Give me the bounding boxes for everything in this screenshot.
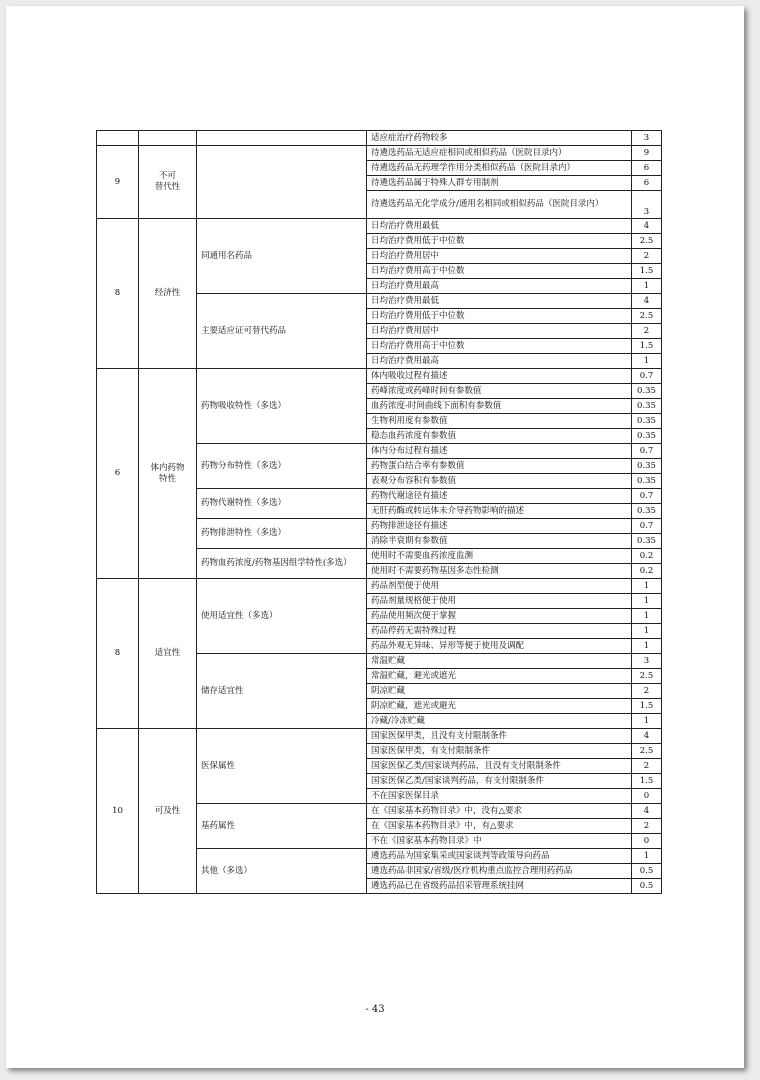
subcategory-cell: 基药属性 (197, 804, 367, 849)
criterion-cell: 无肝药酶或转运体未介导药物影响的描述 (367, 504, 632, 519)
subcategory-cell: 药物血药浓度/药物基因组学特性(多选） (197, 549, 367, 579)
criterion-cell: 日均治疗费用高于中位数 (367, 264, 632, 279)
score-cell: 4 (632, 729, 662, 744)
score-cell: 0.5 (632, 879, 662, 894)
score-cell: 2 (632, 684, 662, 699)
table-body (97, 131, 662, 894)
criterion-cell: 药品剂型便于使用 (367, 579, 632, 594)
score-cell: 2.5 (632, 669, 662, 684)
criterion-cell: 日均治疗费用最低 (367, 294, 632, 309)
criterion-cell: 适应症治疗药物较多 (367, 131, 632, 146)
score-cell: 0.7 (632, 369, 662, 384)
criterion-cell: 日均治疗费用低于中位数 (367, 309, 632, 324)
score-cell: 0.35 (632, 384, 662, 399)
score-weight-cell (97, 131, 139, 146)
criterion-cell: 在《国家基本药物目录》中，没有△要求 (367, 804, 632, 819)
subcategory-cell: 其他（多选） (197, 849, 367, 894)
score-weight-cell: 6 (97, 369, 139, 579)
subcategory-cell: 储存适宜性 (197, 654, 367, 729)
criterion-cell: 阴凉贮藏，遮光或避光 (367, 699, 632, 714)
score-cell: 0.2 (632, 549, 662, 564)
criterion-cell: 日均治疗费用居中 (367, 324, 632, 339)
subcategory-cell: 使用适宜性（多选） (197, 579, 367, 654)
score-cell: 2 (632, 819, 662, 834)
score-weight-cell: 10 (97, 729, 139, 894)
table-row (97, 369, 662, 384)
subcategory-cell: 药物排泄特性（多选） (197, 519, 367, 549)
score-cell: 0 (632, 789, 662, 804)
criterion-cell: 待遴选药品无药理学作用分类相似药品（医院目录内） (367, 161, 632, 176)
table-row (97, 729, 662, 744)
category-cell: 不可 替代性 (139, 146, 197, 219)
criterion-cell: 日均治疗费用低于中位数 (367, 234, 632, 249)
score-cell: 0.2 (632, 564, 662, 579)
score-cell: 2.5 (632, 744, 662, 759)
score-cell: 4 (632, 294, 662, 309)
criterion-cell: 日均治疗费用最高 (367, 354, 632, 369)
score-cell: 0.35 (632, 399, 662, 414)
score-cell: 0.35 (632, 504, 662, 519)
table-row (97, 146, 662, 161)
score-cell: 0.5 (632, 864, 662, 879)
score-cell: 1 (632, 279, 662, 294)
criterion-cell: 不在国家医保目录 (367, 789, 632, 804)
score-cell: 1 (632, 624, 662, 639)
criterion-cell: 国家医保甲类，有支付限制条件 (367, 744, 632, 759)
category-cell (139, 131, 197, 146)
score-cell: 1 (632, 609, 662, 624)
score-cell: 1.5 (632, 339, 662, 354)
criterion-cell: 药品剂量规格便于使用 (367, 594, 632, 609)
score-cell: 1.5 (632, 699, 662, 714)
score-cell: 1 (632, 579, 662, 594)
subcategory-cell (197, 146, 367, 219)
criterion-cell: 体内分布过程有描述 (367, 444, 632, 459)
subcategory-cell: 药物分布特性（多选） (197, 444, 367, 489)
document-page (6, 6, 744, 1068)
category-cell: 体内药物 特性 (139, 369, 197, 579)
criterion-cell: 待遴选药品属于特殊人群专用制剂 (367, 176, 632, 191)
criterion-cell: 常温贮藏 (367, 654, 632, 669)
criterion-cell: 消除半衰期有参数值 (367, 534, 632, 549)
score-cell: 2.5 (632, 309, 662, 324)
criterion-cell: 不在《国家基本药物目录》中 (367, 834, 632, 849)
score-cell: 6 (632, 176, 662, 191)
score-cell: 0.35 (632, 414, 662, 429)
criterion-cell: 生物利用度有参数值 (367, 414, 632, 429)
score-cell: 0 (632, 834, 662, 849)
subcategory-cell: 主要适应证可替代药品 (197, 294, 367, 369)
score-cell: 2 (632, 324, 662, 339)
score-cell: 3 (632, 131, 662, 146)
criterion-cell: 药物排泄途径有描述 (367, 519, 632, 534)
criterion-cell: 稳态血药浓度有参数值 (367, 429, 632, 444)
score-cell: 4 (632, 804, 662, 819)
criterion-cell: 国家医保乙类/国家谈判药品，且没有支付限制条件 (367, 759, 632, 774)
subcategory-cell: 药物代谢特性（多选） (197, 489, 367, 519)
criterion-cell: 表观分布容积有参数值 (367, 474, 632, 489)
category-cell: 可及性 (139, 729, 197, 894)
criterion-cell: 日均治疗费用最高 (367, 279, 632, 294)
score-cell: 0.7 (632, 519, 662, 534)
subcategory-cell: 同通用名药品 (197, 219, 367, 294)
score-cell: 4 (632, 219, 662, 234)
criterion-cell: 药品停药无需特殊过程 (367, 624, 632, 639)
score-cell: 1 (632, 354, 662, 369)
subcategory-cell: 医保属性 (197, 729, 367, 804)
criterion-cell: 遴选药品非国家/省级/医疗机构重点监控合理用药药品 (367, 864, 632, 879)
category-cell: 适宜性 (139, 579, 197, 729)
score-weight-cell: 9 (97, 146, 139, 219)
subcategory-cell (197, 131, 367, 146)
score-weight-cell: 8 (97, 579, 139, 729)
score-cell: 6 (632, 161, 662, 176)
criterion-cell: 使用时不需要药物基因多态性检测 (367, 564, 632, 579)
score-cell: 0.7 (632, 444, 662, 459)
criterion-cell: 日均治疗费用高于中位数 (367, 339, 632, 354)
criterion-cell: 常温贮藏，避光或遮光 (367, 669, 632, 684)
criterion-cell: 待遴选药品无适应症相同或相似药品（医院目录内） (367, 146, 632, 161)
score-cell: 0.35 (632, 534, 662, 549)
score-cell: 1 (632, 849, 662, 864)
criterion-cell: 阴凉贮藏 (367, 684, 632, 699)
table-row (97, 219, 662, 234)
score-cell: 1 (632, 639, 662, 654)
category-cell: 经济性 (139, 219, 197, 369)
criterion-cell: 药物代谢途径有描述 (367, 489, 632, 504)
criterion-cell: 使用时不需要血药浓度监测 (367, 549, 632, 564)
criterion-cell: 遴选药品为国家集采或国家谈判等政策导向药品 (367, 849, 632, 864)
drug-evaluation-table (96, 130, 662, 894)
table-row (97, 579, 662, 594)
criterion-cell: 体内吸收过程有描述 (367, 369, 632, 384)
score-cell: 0.35 (632, 429, 662, 444)
score-cell: 1 (632, 714, 662, 729)
score-cell: 0.7 (632, 489, 662, 504)
score-cell: 0.35 (632, 474, 662, 489)
criterion-cell: 日均治疗费用最低 (367, 219, 632, 234)
criterion-cell: 药品外观无异味、异形等便于使用及调配 (367, 639, 632, 654)
table-row (97, 131, 662, 146)
criterion-cell: 国家医保甲类，且没有支付限制条件 (367, 729, 632, 744)
criterion-cell: 药品使用频次便于掌握 (367, 609, 632, 624)
criterion-cell: 国家医保乙类/国家谈判药品，有支付限制条件 (367, 774, 632, 789)
page-number: - 43 (365, 1004, 385, 1015)
score-cell: 2.5 (632, 234, 662, 249)
criterion-cell: 药峰浓度或药峰时间有参数值 (367, 384, 632, 399)
criterion-cell: 血药浓度-时间曲线下面积有参数值 (367, 399, 632, 414)
score-cell: 1.5 (632, 264, 662, 279)
score-cell: 3 (632, 654, 662, 669)
criterion-cell: 药物蛋白结合率有参数值 (367, 459, 632, 474)
score-cell: 2 (632, 759, 662, 774)
score-cell: 2 (632, 249, 662, 264)
score-cell: 0.35 (632, 459, 662, 474)
criterion-cell: 遴选药品已在省级药品招采管理系统挂网 (367, 879, 632, 894)
score-cell: 1.5 (632, 774, 662, 789)
score-cell: 3 (632, 191, 662, 219)
score-cell: 1 (632, 594, 662, 609)
criterion-cell: 待遴选药品无化学成分/通用名相同或相似药品（医院目录内） (367, 191, 632, 219)
criterion-cell: 冷藏/冷冻贮藏 (367, 714, 632, 729)
score-cell: 9 (632, 146, 662, 161)
criterion-cell: 在《国家基本药物目录》中，有△要求 (367, 819, 632, 834)
score-weight-cell: 8 (97, 219, 139, 369)
criterion-cell: 日均治疗费用居中 (367, 249, 632, 264)
subcategory-cell: 药物吸收特性（多选） (197, 369, 367, 444)
